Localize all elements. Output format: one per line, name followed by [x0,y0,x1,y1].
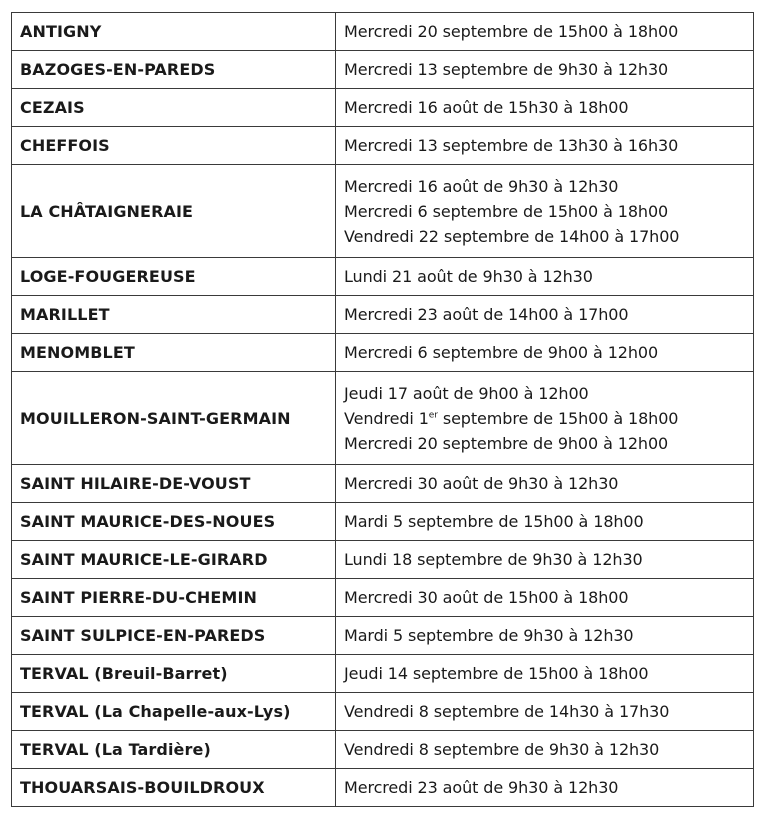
date-line: Mercredi 20 septembre de 15h00 à 18h00 [344,22,679,41]
date-line: Vendredi 22 septembre de 14h00 à 17h00 [344,226,680,246]
date-line: Mercredi 16 août de 9h30 à 12h30 [344,176,619,196]
table-row [12,89,754,127]
dates-cell [336,655,754,693]
dates-cell [336,465,754,503]
commune-cell: BAZOGES-EN-PAREDS [12,51,336,89]
table-row [12,769,754,807]
table-row [12,465,754,503]
date-line: Vendredi 8 septembre de 9h30 à 12h30 [344,740,660,759]
date-line: Lundi 21 août de 9h30 à 12h30 [344,267,593,286]
commune-cell: TERVAL (Breuil-Barret) [12,655,336,693]
dates-cell [336,334,754,372]
date-line: Mardi 5 septembre de 9h30 à 12h30 [344,626,634,645]
date-line: Mercredi 30 août de 15h00 à 18h00 [344,588,629,607]
table-row [12,372,754,465]
table-row [12,617,754,655]
commune-cell: SAINT MAURICE-LE-GIRARD [12,541,336,579]
dates-cell [336,693,754,731]
dates-cell [336,617,754,655]
commune-cell: SAINT HILAIRE-DE-VOUST [12,465,336,503]
table-row [12,258,754,296]
commune-cell: TERVAL (La Tardière) [12,731,336,769]
dates-cell [336,165,754,258]
table-row [12,693,754,731]
date-line: Mercredi 20 septembre de 9h00 à 12h00 [344,433,669,453]
table-row [12,503,754,541]
dates-cell [336,769,754,807]
dates-cell [336,51,754,89]
date-line: Jeudi 14 septembre de 15h00 à 18h00 [344,664,649,683]
date-line: Lundi 18 septembre de 9h30 à 12h30 [344,550,643,569]
dates-cell [336,541,754,579]
ordinal-superscript: er [428,410,438,421]
table-row [12,13,754,51]
commune-cell: SAINT MAURICE-DES-NOUES [12,503,336,541]
commune-cell: LOGE-FOUGEREUSE [12,258,336,296]
dates-cell [336,258,754,296]
dates-cell [336,372,754,465]
commune-cell: CEZAIS [12,89,336,127]
commune-cell: LA CHÂTAIGNERAIE [12,165,336,258]
dates-cell [336,731,754,769]
date-line: Mercredi 13 septembre de 13h30 à 16h30 [344,136,679,155]
dates-cell [336,89,754,127]
commune-cell: MARILLET [12,296,336,334]
dates-cell [336,579,754,617]
commune-cell: CHEFFOIS [12,127,336,165]
date-line: Mercredi 13 septembre de 9h30 à 12h30 [344,60,669,79]
dates-cell [336,503,754,541]
table-row [12,731,754,769]
commune-cell: ANTIGNY [12,13,336,51]
dates-cell [336,296,754,334]
table-row [12,165,754,258]
dates-cell [336,127,754,165]
date-line: Mercredi 6 septembre de 9h00 à 12h00 [344,343,659,362]
dates-cell [336,13,754,51]
table-row [12,541,754,579]
table-row [12,127,754,165]
date-text-after: septembre de 15h00 à 18h00 [437,408,679,428]
commune-cell: MOUILLERON-SAINT-GERMAIN [12,372,336,465]
date-line: Mercredi 23 août de 9h30 à 12h30 [344,778,619,797]
date-text-before: Vendredi 1 [344,408,429,428]
commune-cell: SAINT SULPICE-EN-PAREDS [12,617,336,655]
schedule-table-body [12,13,754,807]
table-row [12,655,754,693]
date-line: Vendredi 8 septembre de 14h30 à 17h30 [344,702,670,721]
commune-cell: TERVAL (La Chapelle-aux-Lys) [12,693,336,731]
date-line [344,406,745,431]
date-line: Jeudi 17 août de 9h00 à 12h00 [344,383,589,403]
table-row [12,334,754,372]
commune-cell: MENOMBLET [12,334,336,372]
table-row [12,296,754,334]
date-line: Mercredi 23 août de 14h00 à 17h00 [344,305,629,324]
table-row [12,579,754,617]
date-line: Mardi 5 septembre de 15h00 à 18h00 [344,512,644,531]
table-row [12,51,754,89]
date-line: Mercredi 16 août de 15h30 à 18h00 [344,98,629,117]
date-line: Mercredi 30 août de 9h30 à 12h30 [344,474,619,493]
commune-cell: SAINT PIERRE-DU-CHEMIN [12,579,336,617]
commune-cell: THOUARSAIS-BOUILDROUX [12,769,336,807]
date-line: Mercredi 6 septembre de 15h00 à 18h00 [344,201,669,221]
schedule-table [11,12,754,807]
